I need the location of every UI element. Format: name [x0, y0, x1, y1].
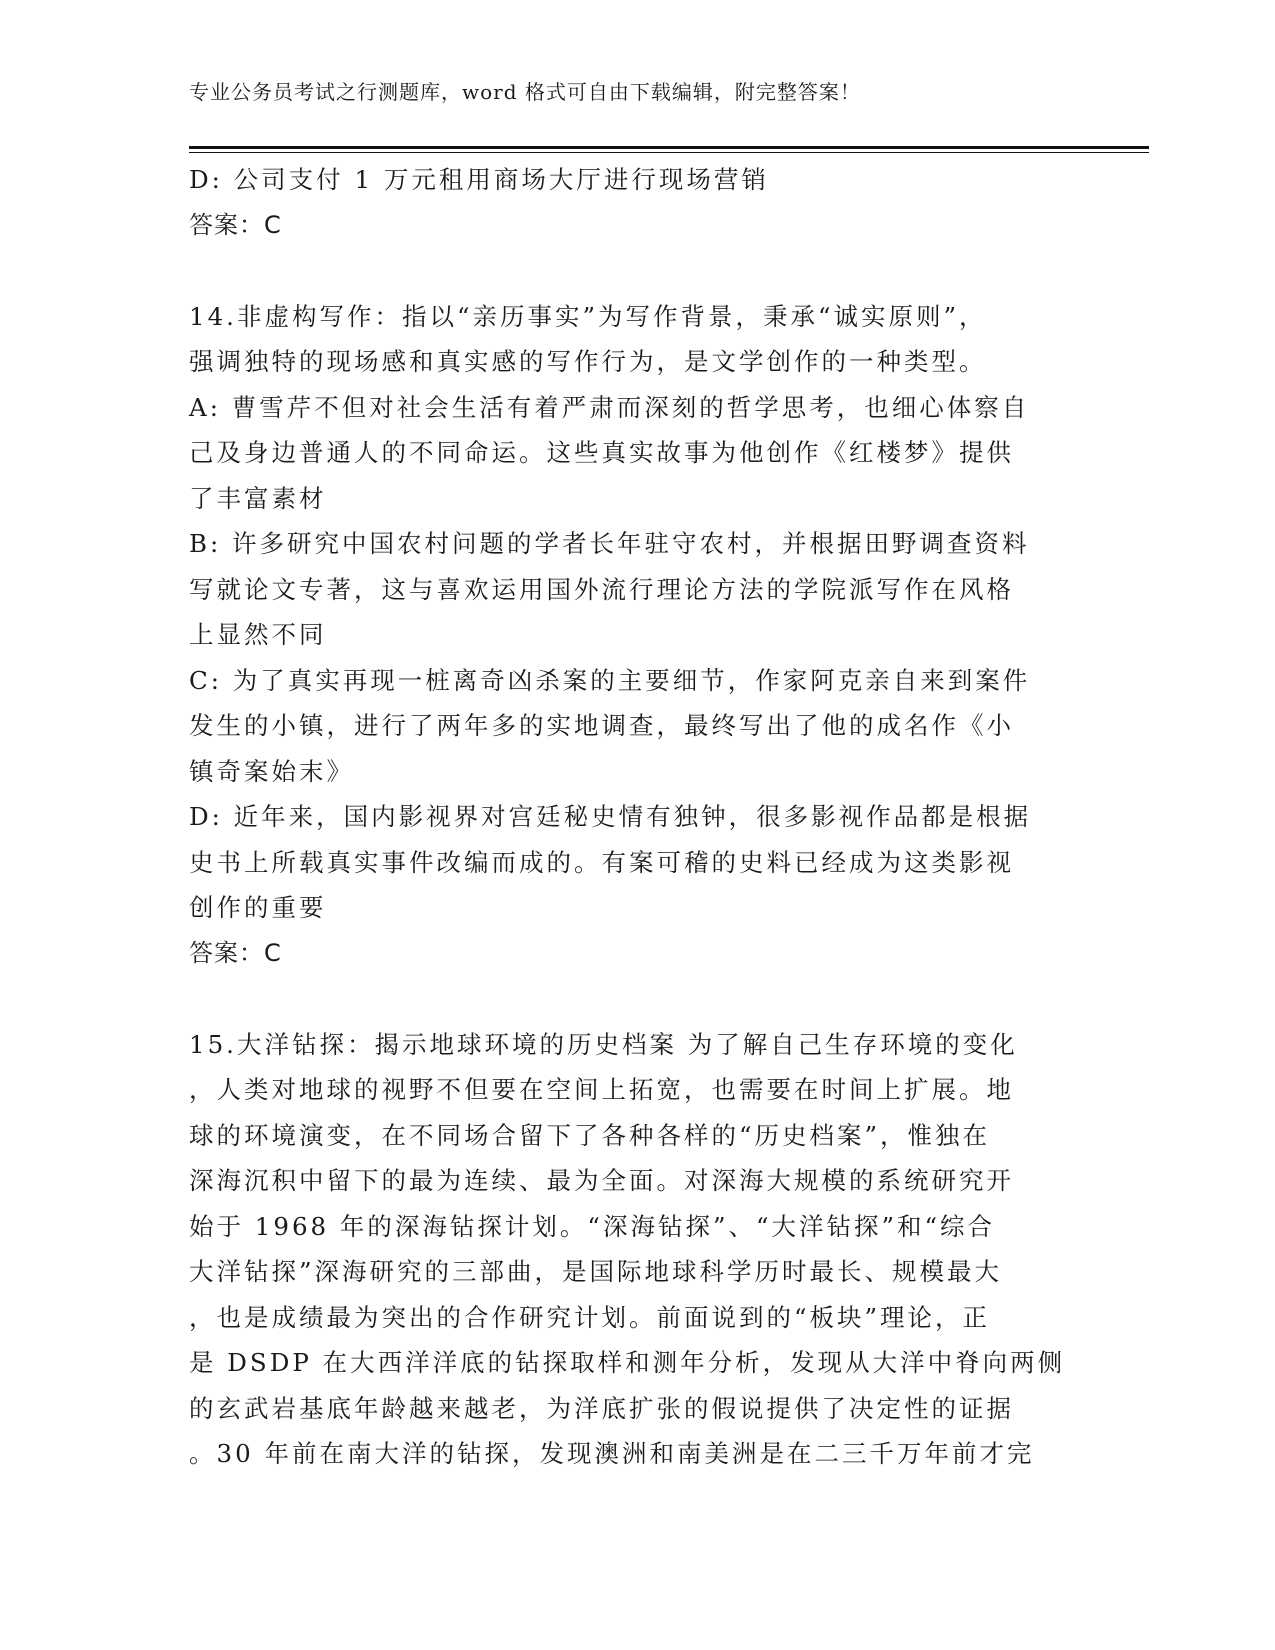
q14-line: 发生的小镇，进行了两年多的实地调查，最终写出了他的成名作《小 — [189, 711, 1014, 740]
header-rule-thin — [189, 152, 1149, 153]
q14-line: 14.非虚构写作：指以“亲历事实”为写作背景，秉承“诚实原则”， — [189, 301, 987, 331]
q15-line: 深海沉积中留下的最为连续、最为全面。对深海大规模的系统研究开 — [189, 1166, 1014, 1195]
q14-line: 创作的重要 — [189, 893, 327, 922]
q15-line: 是 DSDP 在大西洋洋底的钻探取样和测年分析，发现从大洋中脊向两侧 — [189, 1348, 1066, 1377]
header-rule-thick — [189, 146, 1149, 149]
q15-line: 15.大洋钻探：揭示地球环境的历史档案 为了解自己生存环境的变化 — [189, 1029, 1018, 1059]
q15-line: 。30 年前在南大洋的钻探，发现澳洲和南美洲是在二三千万年前才完 — [189, 1439, 1035, 1468]
q15-line: 的玄武岩基底年龄越来越老，为洋底扩张的假说提供了决定性的证据 — [189, 1393, 1014, 1423]
q15-line: 大洋钻探”深海研究的三部曲，是国际地球科学历时最长、规模最大 — [189, 1257, 1003, 1286]
q13-option-d: D: 公司支付 1 万元租用商场大厅进行现场营销 — [189, 165, 769, 194]
q14-line: 史书上所载真实事件改编而成的。有案可稽的史料已经成为这类影视 — [189, 847, 1014, 877]
q15-line: ，人类对地球的视野不但要在空间上拓宽，也需要在时间上扩展。地 — [189, 1075, 1014, 1104]
q13-answer: 答案：C — [189, 210, 282, 239]
page-header: 专业公务员考试之行测题库，word 格式可自由下载编辑，附完整答案！ — [189, 80, 861, 104]
q14-answer: 答案：C — [189, 938, 282, 967]
q14-line: 了丰富素材 — [189, 483, 327, 513]
q15-line: 球的环境演变，在不同场合留下了各种各样的“历史档案”，惟独在 — [189, 1120, 991, 1150]
q14-line: B: 许多研究中国农村问题的学者长年驻守农村，并根据田野调查资料 — [189, 529, 1030, 558]
q14-line: A: 曹雪芹不但对社会生活有着严肃而深刻的哲学思考，也细心体察自 — [189, 392, 1030, 422]
q14-line: 镇奇案始末》 — [189, 756, 354, 786]
question-14 — [189, 294, 1079, 977]
paragraph-gap — [189, 976, 1079, 1022]
q14-line: D: 近年来，国内影视界对宫廷秘史情有独钟，很多影视作品都是根据 — [189, 802, 1032, 831]
q14-line: 己及身边普通人的不同命运。这些真实故事为他创作《红楼梦》提供 — [189, 438, 1014, 467]
document-body — [189, 157, 1079, 1477]
q14-line: 写就论文专著，这与喜欢运用国外流行理论方法的学院派写作在风格 — [189, 574, 1014, 604]
question-15 — [189, 1022, 1079, 1477]
q14-line: 强调独特的现场感和真实感的写作行为，是文学创作的一种类型。 — [189, 347, 987, 376]
q14-line: 上显然不同 — [189, 620, 327, 649]
paragraph-gap — [189, 248, 1079, 294]
q15-line: 始于 1968 年的深海钻探计划。“深海钻探”、“大洋钻探”和“综合 — [189, 1211, 996, 1241]
q15-line: ，也是成绩最为突出的合作研究计划。前面说到的“板块”理论，正 — [189, 1302, 991, 1332]
q14-line: C: 为了真实再现一桩离奇凶杀案的主要细节，作家阿克亲自来到案件 — [189, 665, 1031, 695]
